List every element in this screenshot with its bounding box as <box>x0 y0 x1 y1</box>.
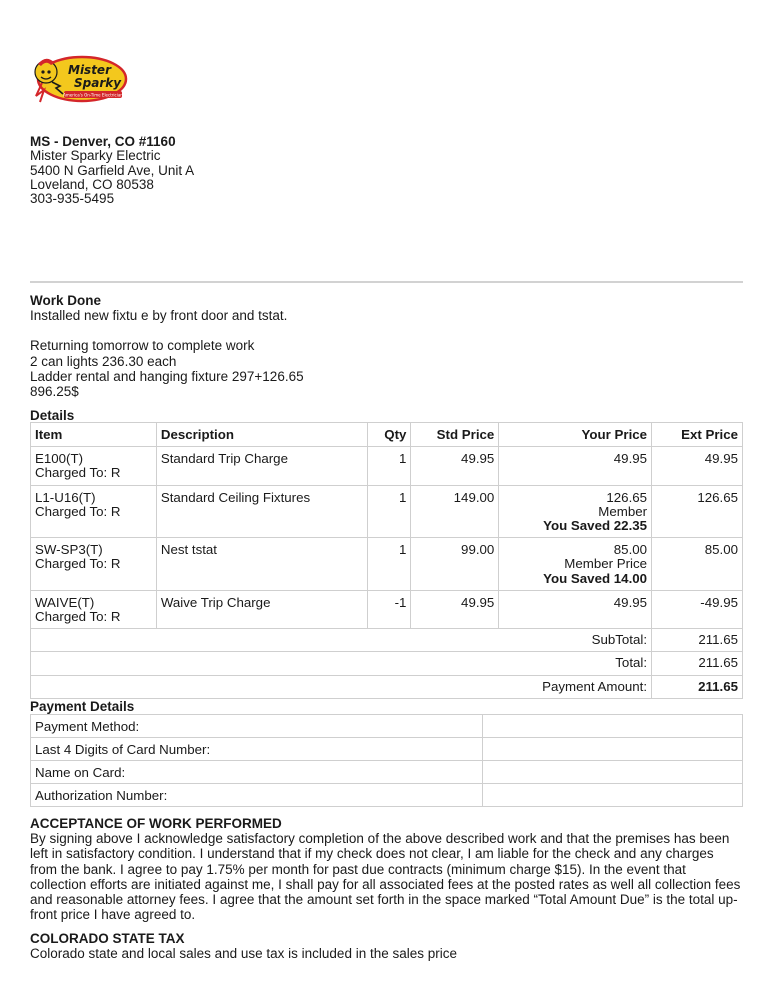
item-ext-price: 126.65 <box>652 485 743 538</box>
item-qty: -1 <box>368 590 411 628</box>
name-on-card-value <box>483 761 743 784</box>
item-code: WAIVE(T) <box>35 594 95 610</box>
tax-title: COLORADO STATE TAX <box>30 931 185 946</box>
card-last4-value <box>483 738 743 761</box>
payment-details-title: Payment Details <box>30 699 135 714</box>
company-address-line2: Loveland, CO 80538 <box>30 176 154 192</box>
item-qty: 1 <box>368 538 411 591</box>
item-your-price: 49.95 <box>613 451 648 467</box>
details-table <box>30 422 743 699</box>
item-code: L1-U16(T) <box>35 489 96 505</box>
item-your-price: 126.65 <box>606 489 648 505</box>
acceptance-section <box>30 816 743 922</box>
payment-row <box>31 715 743 738</box>
company-info <box>30 135 194 206</box>
price-note: Member <box>598 503 648 519</box>
details-header-row <box>31 423 743 447</box>
subtotal-row <box>31 629 743 652</box>
work-done-line: Ladder rental and hanging fixture 297+126.65 <box>30 368 304 384</box>
company-phone: 303-935-5495 <box>30 191 115 207</box>
table-row <box>31 590 743 628</box>
charged-to: Charged To: R <box>35 503 121 519</box>
item-std-price: 49.95 <box>411 590 499 628</box>
company-legal-name: Mister Sparky Electric <box>30 148 161 164</box>
charged-to: Charged To: R <box>35 465 121 481</box>
payment-amount-value: 211.65 <box>652 675 743 698</box>
item-ext-price: 49.95 <box>652 447 743 485</box>
item-your-price: 49.95 <box>613 594 648 610</box>
item-description: Standard Ceiling Fixtures <box>156 485 368 538</box>
work-done-line: Returning tomorrow to complete work <box>30 338 255 354</box>
payment-amount-row <box>31 675 743 698</box>
total-row <box>31 652 743 675</box>
work-done-line: 896.25$ <box>30 384 79 400</box>
authorization-number-label: Authorization Number: <box>31 784 483 807</box>
item-std-price: 99.00 <box>411 538 499 591</box>
col-header-description: Description <box>156 423 368 447</box>
table-row <box>31 447 743 485</box>
col-header-item: Item <box>31 423 157 447</box>
tax-body: Colorado state and local sales and use tax is included in the sales price <box>30 946 458 962</box>
company-address-line1: 5400 N Garfield Ave, Unit A <box>30 162 195 178</box>
authorization-number-value <box>483 784 743 807</box>
col-header-std-price: Std Price <box>411 423 499 447</box>
mister-sparky-logo <box>30 50 128 106</box>
item-your-price: 85.00 <box>613 542 648 558</box>
item-code: SW-SP3(T) <box>35 542 103 558</box>
work-done-section <box>30 293 743 399</box>
item-description: Standard Trip Charge <box>156 447 368 485</box>
item-std-price: 149.00 <box>411 485 499 538</box>
total-value: 211.65 <box>652 652 743 675</box>
col-header-qty: Qty <box>368 423 411 447</box>
total-label: Total: <box>31 652 652 675</box>
payment-row <box>31 738 743 761</box>
item-std-price: 49.95 <box>411 447 499 485</box>
logo-tagline: America's On-Time Electrician <box>63 92 123 98</box>
company-name: MS - Denver, CO #1160 <box>30 134 176 149</box>
charged-to: Charged To: R <box>35 556 121 572</box>
item-qty: 1 <box>368 447 411 485</box>
subtotal-label: SubTotal: <box>31 629 652 652</box>
work-done-line: Installed new fixtu e by front door and tstat. <box>30 308 288 324</box>
name-on-card-label: Name on Card: <box>31 761 483 784</box>
payment-amount-label: Payment Amount: <box>31 675 652 698</box>
table-row <box>31 485 743 538</box>
col-header-your-price: Your Price <box>499 423 652 447</box>
item-qty: 1 <box>368 485 411 538</box>
charged-to: Charged To: R <box>35 609 121 625</box>
payment-row <box>31 784 743 807</box>
item-description: Waive Trip Charge <box>156 590 368 628</box>
payment-details-table <box>30 714 743 807</box>
acceptance-title: ACCEPTANCE OF WORK PERFORMED <box>30 816 282 831</box>
payment-method-label: Payment Method: <box>31 715 483 738</box>
tax-section <box>30 931 743 961</box>
item-description: Nest tstat <box>156 538 368 591</box>
col-header-ext-price: Ext Price <box>652 423 743 447</box>
logo-brand-line1: Mister <box>68 63 111 77</box>
you-saved: You Saved 22.35 <box>543 518 648 534</box>
logo-brand-line2: Sparky <box>74 76 122 90</box>
table-row <box>31 538 743 591</box>
work-done-title: Work Done <box>30 293 102 308</box>
subtotal-value: 211.65 <box>652 629 743 652</box>
price-note: Member Price <box>564 556 648 572</box>
payment-method-value <box>483 715 743 738</box>
work-done-line: 2 can lights 236.30 each <box>30 353 177 369</box>
you-saved: You Saved 14.00 <box>543 570 648 586</box>
item-code: E100(T) <box>35 451 84 467</box>
item-ext-price: 85.00 <box>652 538 743 591</box>
payment-row <box>31 761 743 784</box>
acceptance-body: By signing above I acknowledge satisfactory completion of the above described work and that the premises has been left in satisfactory condition. I understand that if my check does not clear, I am liable for the check and any charges from the bank. I agree to pay 1.75% per month for past due contracts (minimum charge $15). In the event that collection efforts are initiated against me, I shall pay for all associated fees at the posted rates as well all collection fees and reasonable attorney fees. I agree that the amount set forth in the space marked “Total Amount Due” is the total up-front price I have agreed to. <box>30 831 741 923</box>
section-divider <box>30 281 743 283</box>
details-title: Details <box>30 408 75 423</box>
card-last4-label: Last 4 Digits of Card Number: <box>31 738 483 761</box>
item-ext-price: -49.95 <box>652 590 743 628</box>
